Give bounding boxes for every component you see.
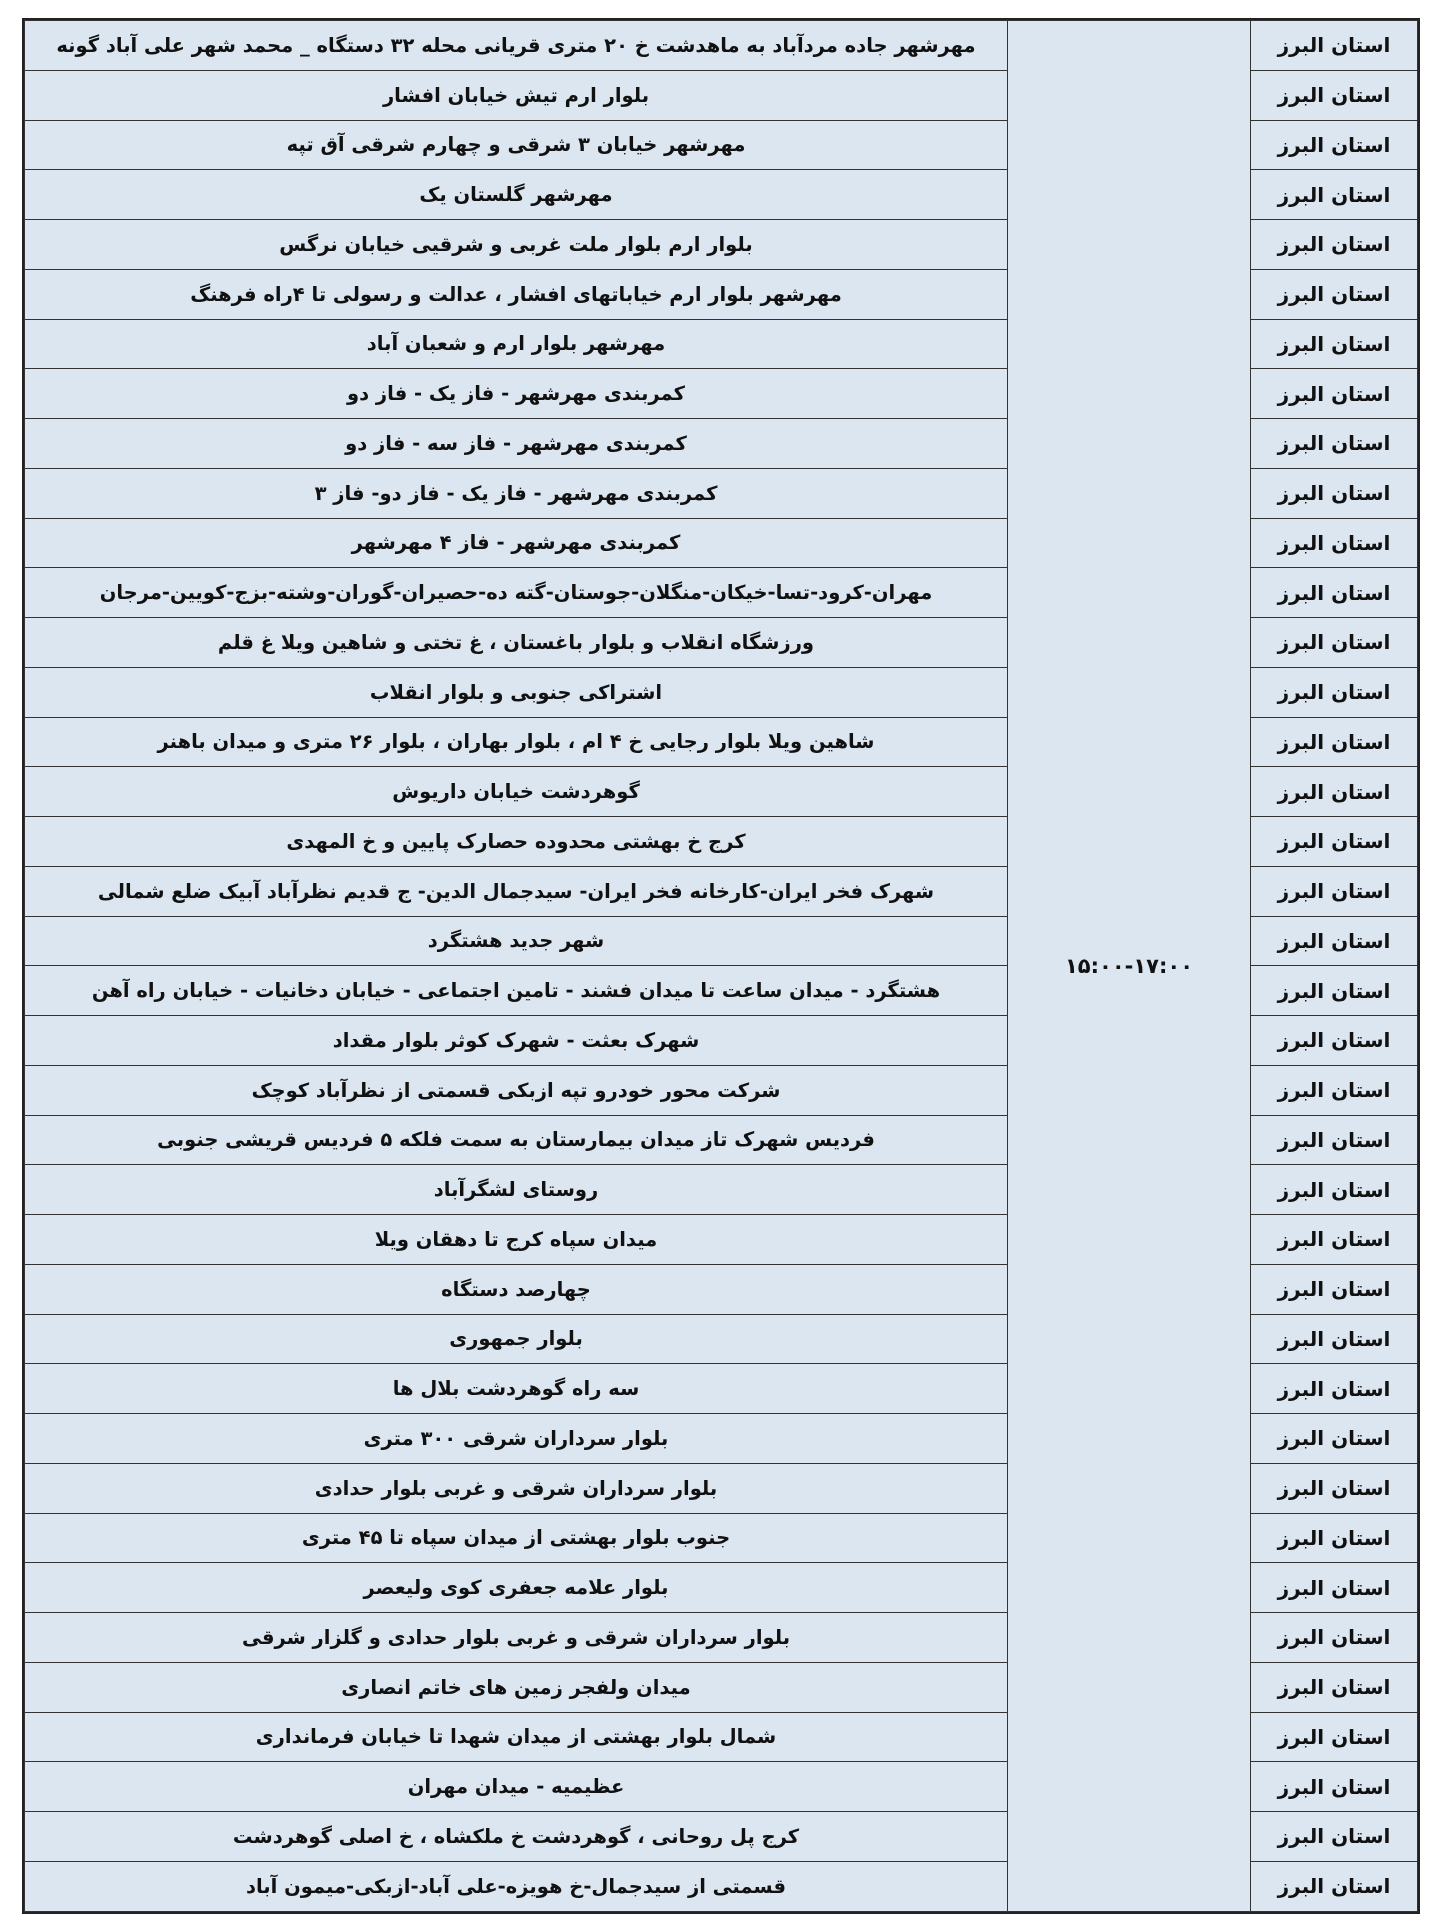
area-cell: میدان ولفجر زمین های خاتم انصاری xyxy=(25,1662,1008,1712)
province-cell: استان البرز xyxy=(1251,618,1418,668)
province-cell: استان البرز xyxy=(1251,1065,1418,1115)
area-cell: گوهردشت خیابان داریوش xyxy=(25,767,1008,817)
area-cell: بلوار علامه جعفری کوی ولیعصر xyxy=(25,1563,1008,1613)
area-cell: کمربندی مهرشهر - فاز یک - فاز دو xyxy=(25,369,1008,419)
outage-schedule-table xyxy=(24,20,1418,1912)
area-cell: بلوار سرداران شرقی ۳۰۰ متری xyxy=(25,1414,1008,1464)
province-cell: استان البرز xyxy=(1251,319,1418,369)
province-cell: استان البرز xyxy=(1251,1712,1418,1762)
area-cell: مهرشهر بلوار ارم و شعبان آباد xyxy=(25,319,1008,369)
area-cell: روستای لشگرآباد xyxy=(25,1165,1008,1215)
area-cell: بلوار ارم بلوار ملت غربی و شرقیی خیابان نرگس xyxy=(25,220,1008,270)
area-cell: ورزشگاه انقلاب و بلوار باغستان ، غ تختی و شاهین ویلا غ قلم xyxy=(25,618,1008,668)
area-cell: مهرشهر خیابان ۳ شرقی و چهارم شرقی آق تپه xyxy=(25,120,1008,170)
province-cell: استان البرز xyxy=(1251,220,1418,270)
area-cell: قسمتی از سیدجمال-خ هویزه-علی آباد-ازبکی-میمون آباد xyxy=(25,1861,1008,1911)
province-cell: استان البرز xyxy=(1251,767,1418,817)
province-cell: استان البرز xyxy=(1251,966,1418,1016)
area-cell: شرکت محور خودرو تپه ازبکی قسمتی از نظرآباد کوچک xyxy=(25,1065,1008,1115)
province-cell: استان البرز xyxy=(1251,667,1418,717)
province-cell: استان البرز xyxy=(1251,568,1418,618)
area-cell: بلوار سرداران شرقی و غربی بلوار حدادی و گلزار شرقی xyxy=(25,1613,1008,1663)
area-cell: کمربندی مهرشهر - فاز ۴ مهرشهر xyxy=(25,518,1008,568)
province-cell: استان البرز xyxy=(1251,1115,1418,1165)
area-cell: شهرک بعثت - شهرک کوثر بلوار مقداد xyxy=(25,1016,1008,1066)
table-row xyxy=(25,21,1418,71)
province-cell: استان البرز xyxy=(1251,1463,1418,1513)
province-cell: استان البرز xyxy=(1251,1762,1418,1812)
area-cell: بلوار ارم تیش خیابان افشار xyxy=(25,70,1008,120)
area-cell: اشتراکی جنوبی و بلوار انقلاب xyxy=(25,667,1008,717)
area-cell: شهر جدید هشتگرد xyxy=(25,916,1008,966)
table-body xyxy=(25,21,1418,1912)
area-cell: کرج پل روحانی ، گوهردشت خ ملکشاه ، خ اصلی گوهردشت xyxy=(25,1812,1008,1862)
area-cell: کمربندی مهرشهر - فاز یک - فاز دو- فاز ۳ xyxy=(25,468,1008,518)
province-cell: استان البرز xyxy=(1251,1662,1418,1712)
province-cell: استان البرز xyxy=(1251,1215,1418,1265)
province-cell: استان البرز xyxy=(1251,1861,1418,1911)
area-cell: جنوب بلوار بهشتی از میدان سپاه تا ۴۵ متری xyxy=(25,1513,1008,1563)
province-cell: استان البرز xyxy=(1251,1812,1418,1862)
province-cell: استان البرز xyxy=(1251,1613,1418,1663)
area-cell: سه راه گوهردشت بلال ها xyxy=(25,1364,1008,1414)
province-cell: استان البرز xyxy=(1251,1513,1418,1563)
area-cell: مهران-کرود-تسا-خیکان-منگلان-جوستان-گته ده-حصیران-گوران-وشته-بزج-کویین-مرجان xyxy=(25,568,1008,618)
province-cell: استان البرز xyxy=(1251,1314,1418,1364)
area-cell: هشتگرد - میدان ساعت تا میدان فشند - تامین اجتماعی - خیابان دخانیات - خیابان راه آهن xyxy=(25,966,1008,1016)
province-cell: استان البرز xyxy=(1251,916,1418,966)
area-cell: چهارصد دستگاه xyxy=(25,1264,1008,1314)
province-cell: استان البرز xyxy=(1251,1165,1418,1215)
province-cell: استان البرز xyxy=(1251,1016,1418,1066)
area-cell: بلوار سرداران شرقی و غربی بلوار حدادی xyxy=(25,1463,1008,1513)
province-cell: استان البرز xyxy=(1251,817,1418,867)
province-cell: استان البرز xyxy=(1251,866,1418,916)
time-range-cell: ۱۵:۰۰-۱۷:۰۰ xyxy=(1008,21,1251,1912)
province-cell: استان البرز xyxy=(1251,269,1418,319)
province-cell: استان البرز xyxy=(1251,1364,1418,1414)
province-cell: استان البرز xyxy=(1251,717,1418,767)
outage-schedule-sheet xyxy=(22,18,1420,1914)
area-cell: مهرشهر جاده مردآباد به ماهدشت خ ۲۰ متری قریانی محله ۳۲ دستگاه _ محمد شهر علی آباد گونه xyxy=(25,21,1008,71)
province-cell: استان البرز xyxy=(1251,518,1418,568)
area-cell: شاهین ویلا بلوار رجایی خ ۴ ام ، بلوار بهاران ، بلوار ۲۶ متری و میدان باهنر xyxy=(25,717,1008,767)
province-cell: استان البرز xyxy=(1251,419,1418,469)
area-cell: بلوار جمهوری xyxy=(25,1314,1008,1364)
area-cell: مهرشهر بلوار ارم خیاباتهای افشار ، عدالت و رسولی تا ۴راه فرهنگ xyxy=(25,269,1008,319)
province-cell: استان البرز xyxy=(1251,1563,1418,1613)
area-cell: فردیس شهرک تاز میدان بیمارستان به سمت فلکه ۵ فردیس قریشی جنوبی xyxy=(25,1115,1008,1165)
area-cell: مهرشهر گلستان یک xyxy=(25,170,1008,220)
province-cell: استان البرز xyxy=(1251,1414,1418,1464)
area-cell: کمربندی مهرشهر - فاز سه - فاز دو xyxy=(25,419,1008,469)
province-cell: استان البرز xyxy=(1251,1264,1418,1314)
area-cell: عظیمیه - میدان مهران xyxy=(25,1762,1008,1812)
province-cell: استان البرز xyxy=(1251,369,1418,419)
area-cell: میدان سپاه کرج تا دهقان ویلا xyxy=(25,1215,1008,1265)
area-cell: کرج خ بهشتی محدوده حصارک پایین و خ المهدی xyxy=(25,817,1008,867)
province-cell: استان البرز xyxy=(1251,468,1418,518)
province-cell: استان البرز xyxy=(1251,120,1418,170)
province-cell: استان البرز xyxy=(1251,170,1418,220)
province-cell: استان البرز xyxy=(1251,21,1418,71)
province-cell: استان البرز xyxy=(1251,70,1418,120)
area-cell: شمال بلوار بهشتی از میدان شهدا تا خیابان فرمانداری xyxy=(25,1712,1008,1762)
area-cell: شهرک فخر ایران-کارخانه فخر ایران- سیدجمال الدین- ج قدیم نظرآباد آبیک ضلع شمالی xyxy=(25,866,1008,916)
